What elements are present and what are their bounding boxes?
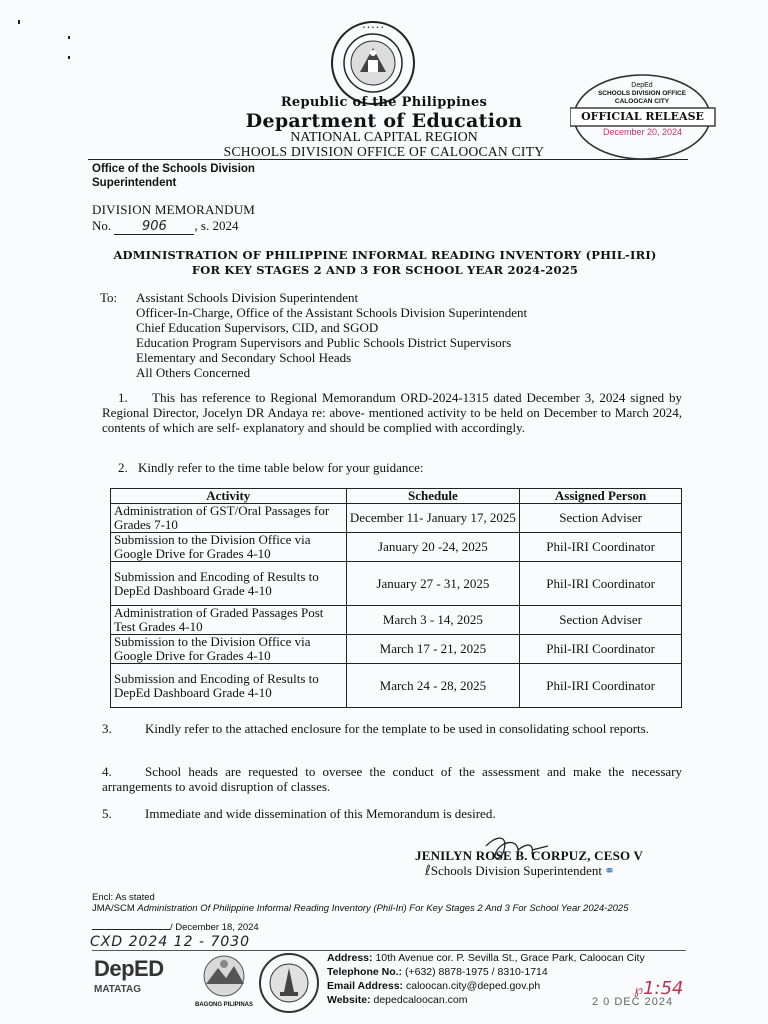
reference-text: Administration Of Philippine Informal Reading Inventory (Phil-Iri) For Key Stages 2 And 3 For School Year 2024-2025 bbox=[137, 903, 629, 914]
handwritten-time-text: 1:54 bbox=[643, 978, 684, 999]
paragraph-4 bbox=[102, 764, 682, 794]
table-row bbox=[111, 562, 682, 606]
bagong-pilipinas-logo bbox=[188, 954, 260, 1014]
scan-mark bbox=[68, 56, 70, 59]
timetable bbox=[110, 488, 682, 708]
sdo-seal-text bbox=[0, 0, 1, 1]
table-row bbox=[111, 635, 682, 664]
activity-cell: Submission to the Division Office via Google Drive for Grades 4-10 bbox=[111, 635, 347, 664]
paragraph-1 bbox=[102, 390, 682, 435]
paragraph-5-number: 5. bbox=[102, 806, 112, 821]
to-label: To: bbox=[100, 290, 118, 305]
office-line: SCHOOLS DIVISION OFFICE OF CALOOCAN CITY bbox=[223, 144, 545, 159]
schedule-cell: January 20 -24, 2025 bbox=[346, 533, 520, 562]
scan-mark bbox=[18, 20, 20, 24]
paragraph-1-text: This has reference to Regional Memorandum ORD-2024-1315 dated December 3, 2024 signed by Regional Director, Jocelyn DR Andaya re: above- mentioned activity to be held on December to March 2024, contents of which are self- explanatory and should be complied with accordingly. bbox=[102, 390, 682, 435]
paragraph-2-text: Kindly refer to the time table below for your guidance: bbox=[138, 460, 424, 475]
paragraph-4-text: School heads are requested to oversee the conduct of the assessment and make the necessary arrangements to avoid disruption of classes. bbox=[102, 764, 682, 794]
recipients-list bbox=[136, 290, 696, 380]
stamp-line2: SCHOOLS DIVISION OFFICE bbox=[597, 90, 687, 97]
website-value[interactable]: depedcaloocan.com bbox=[373, 994, 468, 1006]
address-row bbox=[327, 951, 645, 965]
person-cell: Phil-IRI Coordinator bbox=[520, 664, 682, 708]
table-row bbox=[111, 606, 682, 635]
table-row bbox=[111, 504, 682, 533]
column-header: Activity bbox=[111, 489, 347, 504]
paragraph-4-number: 4. bbox=[102, 764, 112, 779]
svg-text:• • • • •: • • • • • bbox=[362, 25, 384, 31]
recipient: Elementary and Secondary School Heads bbox=[136, 350, 352, 365]
deped-logo-text: DepED bbox=[94, 956, 164, 981]
activity-cell: Administration of GST/Oral Passages for Grades 7-10 bbox=[111, 504, 347, 533]
date-line bbox=[92, 922, 259, 933]
signatory-title bbox=[425, 863, 615, 879]
schedule-cell: January 27 - 31, 2025 bbox=[346, 562, 520, 606]
date-text: / December 18, 2024 bbox=[170, 922, 259, 933]
person-cell: Section Adviser bbox=[520, 504, 682, 533]
stamp-line3: CALOOCAN CITY bbox=[614, 98, 670, 105]
region-line: NATIONAL CAPITAL REGION bbox=[290, 130, 478, 145]
column-header: Assigned Person bbox=[520, 489, 682, 504]
schedule-cell: March 24 - 28, 2025 bbox=[346, 664, 520, 708]
person-cell: Phil-IRI Coordinator bbox=[520, 533, 682, 562]
activity-cell: Submission and Encoding of Results to DepEd Dashboard Grade 4-10 bbox=[111, 664, 347, 708]
reference-note bbox=[92, 903, 692, 914]
signatory-title-text: Schools Division Superintendent bbox=[430, 863, 602, 878]
person-cell: Phil-IRI Coordinator bbox=[520, 635, 682, 664]
scan-mark bbox=[68, 36, 70, 39]
paragraph-3 bbox=[102, 721, 682, 736]
email-label: Email Address: bbox=[327, 980, 404, 992]
table-row bbox=[111, 533, 682, 562]
memo-series: , s. 2024 bbox=[194, 218, 239, 233]
activity-cell: Administration of Graded Passages Post Test Grades 4-10 bbox=[111, 606, 347, 635]
handwritten-time: ℘1:54 bbox=[634, 978, 684, 999]
deped-seal bbox=[330, 20, 416, 106]
handwritten-code: CXD 2024 12 - 7030 bbox=[90, 934, 251, 950]
stamp-label: OFFICIAL RELEASE bbox=[581, 110, 704, 123]
schedule-cell: March 17 - 21, 2025 bbox=[346, 635, 520, 664]
paragraph-5 bbox=[102, 806, 496, 821]
office-of-line1: Office of the Schools Division bbox=[92, 163, 255, 175]
paragraph-3-number: 3. bbox=[102, 721, 112, 736]
recipient: Officer-In-Charge, Office of the Assistant Schools Division Superintendent bbox=[136, 305, 528, 320]
memo-title-line2: FOR KEY STAGES 2 AND 3 FOR SCHOOL YEAR 2024-2025 bbox=[191, 263, 579, 277]
received-stamp: 2 0 DEC 2024 bbox=[592, 996, 674, 1008]
paragraph-5-text: Immediate and wide dissemination of this Memorandum is desired. bbox=[145, 806, 496, 821]
memo-no-prefix: No. bbox=[92, 218, 112, 233]
address-label: Address: bbox=[327, 952, 373, 964]
stamp-date: December 20, 2024 bbox=[602, 127, 683, 137]
paragraph-2-number: 2. bbox=[118, 460, 128, 475]
bagong-text: BAGONG PILIPINAS bbox=[194, 1002, 253, 1008]
paragraph-2 bbox=[118, 460, 424, 475]
memo-number-handwritten: 906 bbox=[141, 219, 167, 234]
table-header-row bbox=[111, 489, 682, 504]
table-row bbox=[111, 664, 682, 708]
stamp-line1: DepEd bbox=[631, 82, 653, 89]
paragraph-1-number: 1. bbox=[118, 390, 128, 405]
recipient: Education Program Supervisors and Public Schools District Supervisors bbox=[136, 335, 512, 350]
deped-logo bbox=[94, 956, 174, 1008]
sdo-seal bbox=[258, 952, 320, 1014]
matatag-text: MATATAG bbox=[94, 984, 142, 995]
person-cell: Phil-IRI Coordinator bbox=[520, 562, 682, 606]
email-value[interactable]: caloocan.city@deped.gov.ph bbox=[405, 980, 541, 992]
recipient: Chief Education Supervisors, CID, and SGOD bbox=[136, 320, 379, 335]
phone-row bbox=[327, 965, 645, 979]
activity-cell: Submission to the Division Office via Google Drive for Grades 4-10 bbox=[111, 533, 347, 562]
reference-prefix: JMA/SCM bbox=[92, 903, 135, 914]
schedule-cell: December 11- January 17, 2025 bbox=[346, 504, 520, 533]
person-cell: Section Adviser bbox=[520, 606, 682, 635]
recipient: All Others Concerned bbox=[136, 365, 251, 380]
recipient: Assistant Schools Division Superintendent bbox=[136, 290, 359, 305]
memo-title-line1: ADMINISTRATION OF PHILIPPINE INFORMAL READING INVENTORY (PHIL-IRI) bbox=[113, 248, 657, 262]
blue-mark: ⚭ bbox=[603, 863, 615, 878]
email-row bbox=[327, 979, 645, 993]
department-line: Department of Education bbox=[245, 110, 523, 132]
address-value: 10th Avenue cor. P. Sevilla St., Grace Park, Caloocan City bbox=[375, 952, 645, 964]
official-release-stamp bbox=[570, 72, 720, 162]
republic-line: Republic of the Philippines bbox=[280, 95, 488, 110]
office-of-line2: Superintendent bbox=[92, 177, 177, 189]
activity-cell: Submission and Encoding of Results to DepEd Dashboard Grade 4-10 bbox=[111, 562, 347, 606]
website-label: Website: bbox=[327, 994, 371, 1006]
paragraph-3-text: Kindly refer to the attached enclosure for the template to be used in consolidating school reports. bbox=[145, 721, 649, 736]
column-header: Schedule bbox=[346, 489, 520, 504]
phone-value: (+632) 8878-1975 / 8310-1714 bbox=[404, 966, 548, 978]
signatory-name: JENILYN ROSE B. CORPUZ, CESO V bbox=[415, 848, 644, 863]
memo-number-line bbox=[92, 218, 238, 235]
phone-label: Telephone No.: bbox=[327, 966, 403, 978]
memo-type: DIVISION MEMORANDUM bbox=[92, 202, 256, 217]
initial-mark: ℓ bbox=[425, 863, 431, 879]
schedule-cell: March 3 - 14, 2025 bbox=[346, 606, 520, 635]
enclosure-note: Encl: As stated bbox=[92, 892, 155, 903]
